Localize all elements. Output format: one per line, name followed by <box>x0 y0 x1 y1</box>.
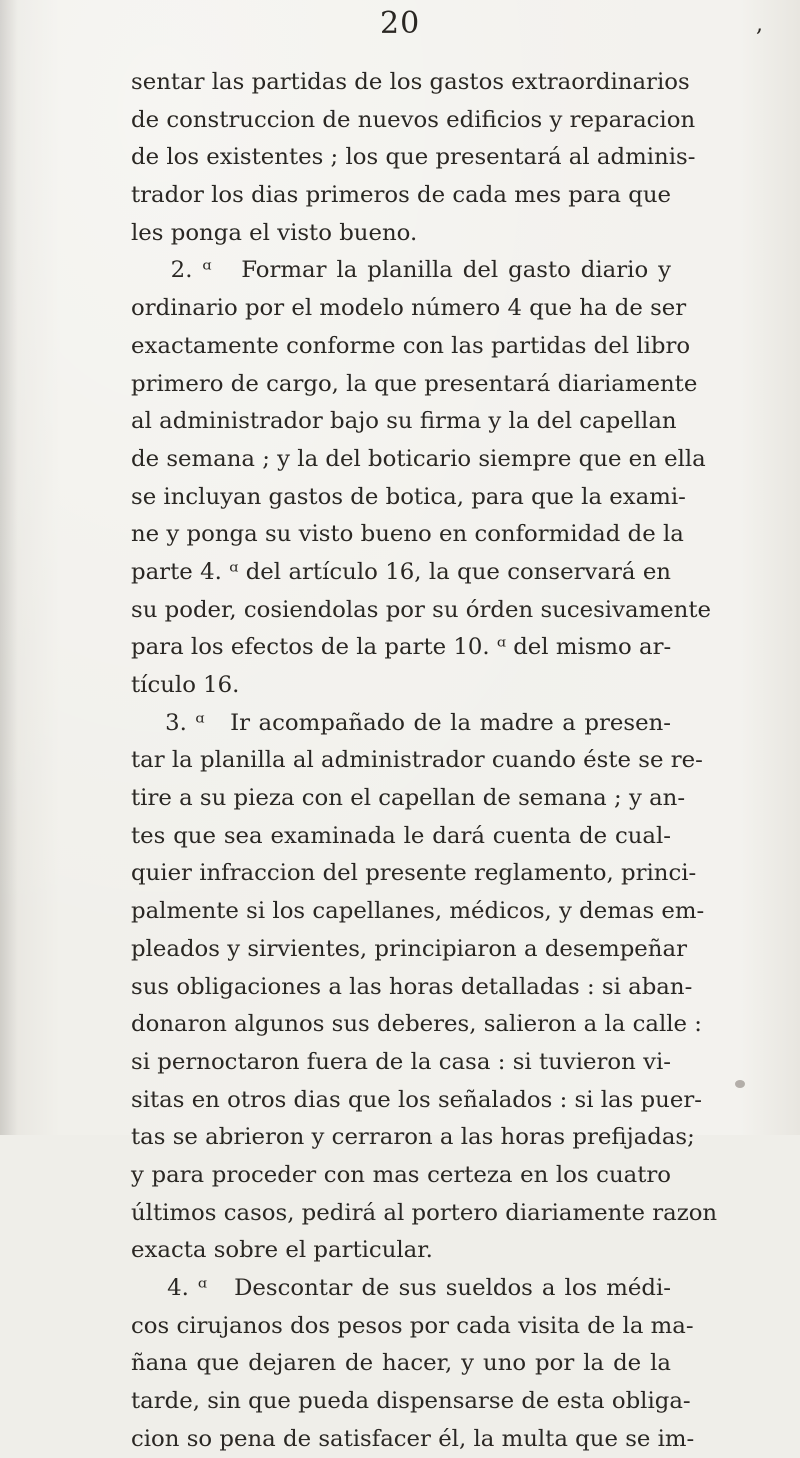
text-line: tas se abrieron y cerraron a las horas prefijadas; <box>131 1124 695 1151</box>
text-line: tire a su pieza con el capellan de semana ; y an- <box>131 785 686 812</box>
body-text <box>131 64 718 1458</box>
text-line: quier infraccion del presente reglamento, princi- <box>131 860 697 887</box>
text-line: ñana que dejaren de hacer, y uno por la de la <box>131 1350 671 1377</box>
text-line: al administrador bajo su firma y la del capellan <box>131 408 677 435</box>
text-line: de semana ; y la del boticario siempre que en ella <box>131 445 706 472</box>
ink-stain <box>735 1080 745 1088</box>
text-line: se incluyan gastos de botica, para que la exami- <box>131 483 686 510</box>
page-number: 20 <box>380 6 421 41</box>
text-line: 2. ᵅ Formar la planilla del gasto diario y <box>131 257 671 284</box>
text-line: sentar las partidas de los gastos extraordinarios <box>131 69 690 95</box>
text-line: 3. ᵅ Ir acompañado de la madre a presen- <box>131 709 671 736</box>
text-line: tes que sea examinada le dará cuenta de cual- <box>131 822 671 849</box>
text-line: tar la planilla al administrador cuando éste se re- <box>131 747 703 774</box>
text-line: primero de cargo, la que presentará diariamente <box>131 370 698 397</box>
text-line: cos cirujanos dos pesos por cada visita de la ma- <box>131 1312 694 1339</box>
text-line: últimos casos, pedirá al portero diariamente razon <box>131 1199 718 1226</box>
text-line: ne y ponga su visto bueno en conformidad de la <box>131 521 684 548</box>
text-line: y para proceder con mas certeza en los cuatro <box>131 1161 671 1188</box>
text-line: pleados y sirvientes, principiaron a desempeñar <box>131 935 687 962</box>
text-line: 4. ᵅ Descontar de sus sueldos a los médi- <box>131 1275 671 1301</box>
text-line: exactamente conforme con las partidas del libro <box>131 332 691 359</box>
text-line: sitas en otros dias que los señalados : si las puer- <box>131 1086 702 1113</box>
text-line: parte 4. ᵅ del artículo 16, la que conservará en <box>131 558 671 585</box>
text-line: su poder, cosiendolas por su órden sucesivamente <box>131 596 711 623</box>
text-line: tarde, sin que pueda dispensarse de esta obliga- <box>131 1388 691 1415</box>
text-line: trador los dias primeros de cada mes para que <box>131 182 671 209</box>
text-line: palmente si los capellanes, médicos, y demas em- <box>131 898 705 925</box>
text-line: de los existentes ; los que presentará al adminis- <box>131 144 696 171</box>
text-line: les ponga el visto bueno. <box>131 219 418 246</box>
gutter-shadow <box>0 0 18 1135</box>
text-line: para los efectos de la parte 10. ᵅ del mismo ar- <box>131 634 672 661</box>
corner-mark: , <box>756 12 763 37</box>
text-line: ordinario por el modelo número 4 que ha de ser <box>131 295 687 322</box>
text-line: exacta sobre el particular. <box>131 1237 433 1264</box>
text-line: cion so pena de satisfacer él, la multa que se im- <box>131 1425 695 1452</box>
text-line: si pernoctaron fuera de la casa : si tuvieron vi- <box>131 1048 671 1075</box>
text-line: sus obligaciones a las horas detalladas : si aban- <box>131 973 693 1000</box>
text-line: donaron algunos sus deberes, salieron a la calle : <box>131 1011 702 1038</box>
text-line: tículo 16. <box>131 672 240 698</box>
text-line: de construccion de nuevos edificios y reparacion <box>131 106 696 133</box>
